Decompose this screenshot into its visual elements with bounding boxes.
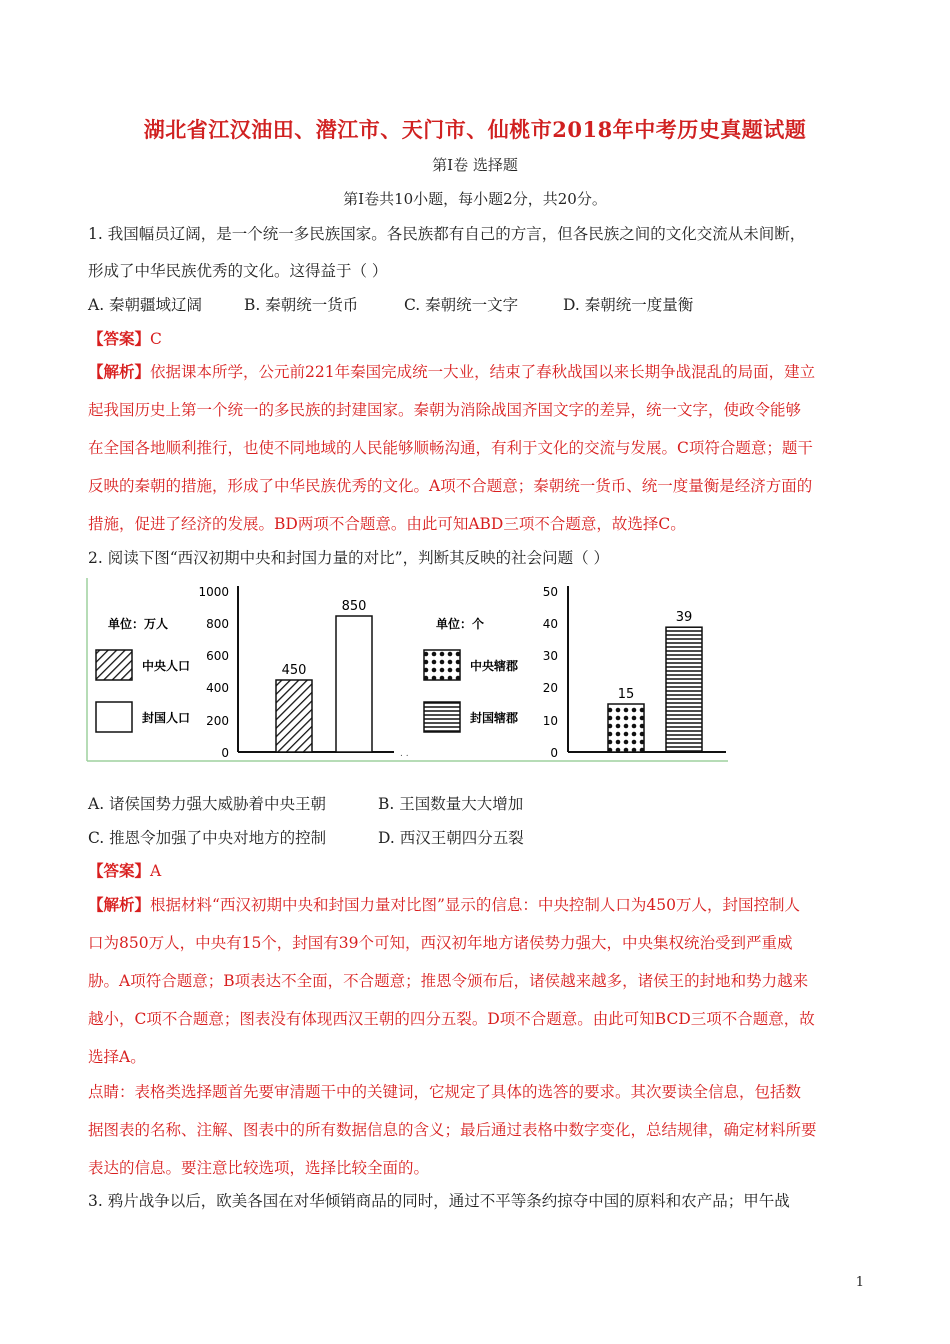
chart1-unit-label: 单位：万人 [108, 617, 169, 631]
document-title: 湖北省江汉油田、潜江市、天门市、仙桃市2018年中考历史真题试题 [143, 117, 807, 142]
chart2-ytick: 10 [542, 714, 558, 728]
page-number: 1 [855, 1275, 864, 1290]
q2-tip-line3: 表达的信息。要注意比较选项，选择比较全面的。 [88, 1159, 430, 1177]
chart1-ytick: 1000 [198, 585, 229, 599]
chart1-ytick: 200 [206, 714, 229, 728]
chart1-data-label-fief: 850 [341, 599, 367, 614]
answer-label: 【答案】 [88, 861, 151, 880]
q1-option-a: A. 秦朝疆域辽阔 [88, 296, 203, 314]
q1-analysis-line4: 反映的秦朝的措施，形成了中华民族优秀的文化。A项不合题意；秦朝统一货币、统一度量衡是经济方面的 [88, 477, 813, 495]
chart2-ytick: 30 [542, 649, 558, 663]
q2-option-a: A. 诸侯国势力强大威胁着中央王朝 [88, 795, 327, 813]
analysis-text: 根据材料“西汉初期中央和封国力量对比图”显示的信息：中央控制人口为450万人，封国控制人 [150, 896, 800, 914]
q2-answer [88, 859, 161, 881]
chart1-bar-fief [336, 616, 372, 752]
chart2-legend-central: 中央辖郡 [470, 659, 519, 673]
analysis-label: 【解析】 [88, 362, 151, 381]
q1-stem-line1: 1. 我国幅员辽阔，是一个统一多民族国家。各民族都有自己的方言，但各民族之间的文化交流从未间断， [88, 225, 806, 243]
q1-option-b: B. 秦朝统一货币 [244, 296, 359, 314]
q2-chart-svg [86, 578, 728, 762]
q1-option-c: C. 秦朝统一文字 [404, 296, 519, 314]
q2-tip-line2: 据图表的名称、注解、图表中的所有数据信息的含义；最后通过表格中数字变化，总结规律，确定材料所要 [88, 1121, 817, 1139]
chart1-data-label-central: 450 [281, 663, 307, 678]
chart1-group [96, 585, 394, 760]
chart1-ytick: 0 [221, 746, 229, 760]
q1-analysis-line5: 措施，促进了经济的发展。BD两项不合题意。由此可知ABD三项不合题意，故选择C。 [88, 515, 686, 533]
chart1-ytick: 600 [206, 649, 229, 663]
answer-label: 【答案】 [88, 329, 151, 348]
chart-separator-dots: . . [400, 749, 409, 759]
q2-stem: 2. 阅读下图“西汉初期中央和封国力量的对比”，判断其反映的社会问题（ ） [88, 549, 609, 567]
chart2-ytick: 0 [550, 746, 558, 760]
chart2-unit-label: 单位：个 [436, 617, 485, 631]
section-heading: 第I卷 选择题 [432, 156, 518, 174]
chart2-data-label-fief: 39 [675, 610, 693, 626]
chart1-legend-central: 中央人口 [142, 659, 191, 673]
chart2-bar-central [608, 704, 644, 752]
chart1-bar-central [276, 680, 312, 752]
chart1-legend-fief: 封国人口 [142, 711, 191, 725]
analysis-text: 依据课本所学，公元前221年秦国完成统一大业，结束了春秋战国以来长期争战混乱的局面，建立 [150, 363, 816, 381]
q1-option-d: D. 秦朝统一度量衡 [563, 296, 694, 314]
q1-analysis-line2: 起我国历史上第一个统一的多民族的封建国家。秦朝为消除战国齐国文字的差异，统一文字，使政令能够 [88, 401, 802, 419]
chart1-legend-swatch-central [96, 650, 132, 680]
chart2-data-label-central: 15 [617, 687, 635, 702]
chart2-bar-fief [666, 627, 702, 752]
q3-stem: 3. 鸦片战争以后，欧美各国在对华倾销商品的同时，通过不平等条约掠夺中国的原料和农产品；甲午战 [88, 1192, 790, 1210]
analysis-label: 【解析】 [88, 895, 151, 914]
chart1-legend-swatch-fief [96, 702, 132, 732]
chart2-group [424, 585, 726, 760]
q2-analysis-line4: 越小，C项不合题意；图表没有体现西汉王朝的四分五裂。D项不合题意。由此可知BCD三项不合题意，故 [88, 1010, 815, 1028]
q1-stem-line2: 形成了中华民族优秀的文化。这得益于（ ） [88, 262, 388, 280]
q2-analysis-line2: 口为850万人，中央有15个，封国有39个可知，西汉初年地方诸侯势力强大，中央集权统治受到严重威 [88, 934, 793, 952]
q2-tip-line1: 点睛：表格类选择题首先要审清题干中的关键词，它规定了具体的选答的要求。其次要读全信息，包括数 [88, 1083, 802, 1101]
q2-option-b: B. 王国数量大大增加 [378, 795, 524, 813]
chart2-legend-swatch-fief [424, 702, 460, 732]
q2-option-d: D. 西汉王朝四分五裂 [378, 829, 524, 847]
chart2-ytick: 40 [542, 617, 558, 631]
q2-analysis-line5: 选择A。 [88, 1048, 146, 1066]
chart1-ytick: 400 [206, 681, 229, 695]
q1-analysis-line3: 在全国各地顺利推行，也使不同地域的人民能够顺畅沟通，有利于文化的交流与发展。C项符合题意；题干 [88, 439, 813, 457]
q2-option-c: C. 推恩令加强了中央对地方的控制 [88, 829, 327, 847]
chart2-legend-swatch-central [424, 650, 460, 680]
chart2-ytick: 50 [542, 585, 558, 599]
q1-analysis-line1 [88, 360, 815, 382]
q2-analysis-line3: 胁。A项符合题意；B项表达不全面，不合题意；推恩令颁布后，诸侯越来越多，诸侯王的封地和势力越来 [88, 972, 809, 990]
q1-answer [88, 327, 162, 349]
chart2-ytick: 20 [542, 681, 558, 695]
section-note: 第I卷共10小题，每小题2分，共20分。 [343, 190, 607, 208]
chart2-legend-fief: 封国辖郡 [470, 711, 519, 725]
answer-value: C [150, 330, 162, 348]
chart1-ytick: 800 [206, 617, 229, 631]
q2-chart-figure [86, 578, 728, 762]
answer-value: A [150, 862, 162, 880]
q2-analysis-line1 [88, 893, 800, 915]
